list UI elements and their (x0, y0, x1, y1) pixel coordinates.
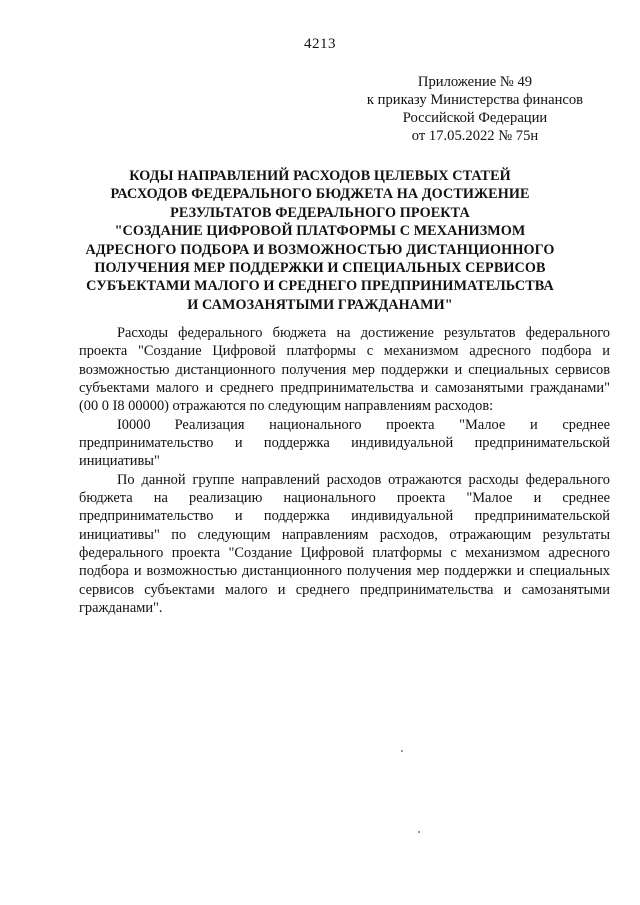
title-line: РЕЗУЛЬТАТОВ ФЕДЕРАЛЬНОГО ПРОЕКТА (170, 204, 470, 221)
scan-speck (418, 831, 420, 833)
body-paragraph-1: Расходы федерального бюджета на достижение результатов федерального проекта "Создание Цифровой платформы с механизмом адресного подбора и возможностью дистанционного получения мер поддержки и специальных сервисов субъектами малого и среднего предпринимательства и самозанятыми гражданами" (00 0 I8 00000) отражаются по следующим направлениям расходов: (79, 325, 610, 415)
appendix-line-3: Российской Федерации (402, 110, 548, 126)
appendix-line-1: Приложение № 49 (417, 74, 533, 90)
title-line: АДРЕСНОГО ПОДБОРА И ВОЗМОЖНОСТЬЮ ДИСТАНЦИОННОГО (85, 241, 555, 258)
expense-code-entry (79, 416, 610, 471)
scan-speck (401, 750, 403, 752)
title-line: РАСХОДОВ ФЕДЕРАЛЬНОГО БЮДЖЕТА НА ДОСТИЖЕНИЕ (110, 186, 530, 203)
body-paragraph-2: По данной группе направлений расходов отражаются расходы федерального бюджета на реализацию национального проекта "Малое и среднее предпринимательство и поддержка индивидуальной предпринимательской инициативы" по следующим направлениям расходов, отражающим результаты федерального проекта "Создание Цифровой платформы с механизмом адресного подбора и возможностью дистанционного получения мер поддержки и специальных сервисов субъектами малого и среднего предпринимательства и самозанятыми гражданами". (79, 471, 610, 617)
expense-code-description: Реализация национального проекта "Малое и среднее предпринимательство и поддержка индивидуальной предпринимательской инициативы" (79, 416, 610, 470)
expense-code: I0000 (117, 416, 151, 433)
title-line: "СОЗДАНИЕ ЦИФРОВОЙ ПЛАТФОРМЫ С МЕХАНИЗМОМ (114, 223, 526, 240)
appendix-header (340, 73, 610, 145)
page-number: 4213 (304, 36, 336, 52)
appendix-line-2: к приказу Министерства финансов (366, 92, 584, 108)
title-line: СУБЪЕКТАМИ МАЛОГО И СРЕДНЕГО ПРЕДПРИНИМАТЕЛЬСТВА (86, 278, 554, 295)
document-body (79, 324, 610, 618)
title-line: И САМОЗАНЯТЫМИ ГРАЖДАНАМИ" (187, 296, 453, 313)
title-line: ПОЛУЧЕНИЯ МЕР ПОДДЕРЖКИ И СПЕЦИАЛЬНЫХ СЕРВИСОВ (94, 260, 546, 277)
appendix-line-4: от 17.05.2022 № 75н (411, 128, 539, 144)
title-line: КОДЫ НАПРАВЛЕНИЙ РАСХОДОВ ЦЕЛЕВЫХ СТАТЕЙ (129, 168, 511, 184)
document-title (60, 167, 580, 314)
